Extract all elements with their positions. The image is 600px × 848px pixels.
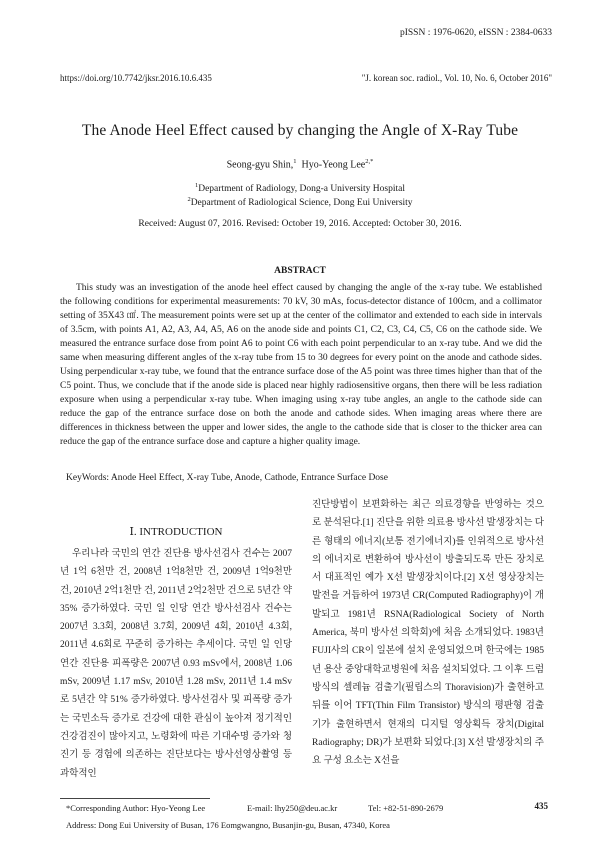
author-name: Seong-gyu Shin, <box>226 159 294 171</box>
issn-line: pISSN : 1976-0620, eISSN : 2384-0633 <box>399 28 552 38</box>
abstract-heading: ABSTRACT <box>274 266 326 276</box>
footnote-divider <box>60 798 210 799</box>
affiliation <box>0 182 600 194</box>
affiliation-mark: 1 <box>194 182 199 189</box>
received-dates: Received: August 07, 2016. Revised: October 19, 2016. Accepted: October 30, 2016. <box>138 219 462 229</box>
author-name: Hyo-Yeong Lee <box>301 159 366 171</box>
author-line <box>0 158 600 170</box>
footnote-contact <box>66 803 486 815</box>
author-affil-mark: 2,* <box>365 158 374 165</box>
page-number: 435 <box>534 801 548 811</box>
affiliation-text: Department of Radiological Science, Dong Eui University <box>190 198 413 209</box>
affiliation-mark: 2 <box>187 196 191 203</box>
affiliation-text: Department of Radiology, Dong-a University Hospital <box>198 184 405 195</box>
body-column-left: 우리나라 국민의 연간 진단용 방사선검사 건수는 2007년 1억 6천만 건, 2008년 1억8천만 건, 2009년 1억9천만 건, 2010년 2억1천만 건, 2011년 2억2천만 건으로 5년간 약 35% 증가하였다. 국민 일 인당 연간 방사선검사 건수는 2007년 3.3회, 2008년 3.7회, 2009년 4회, 2010년 4.3회, 2011년 4.6회로 꾸준히 증가하는 추세이다. 국민 일 인당 연간 진단용 피폭량은 2007년 0.93 mSv에서, 2008년 1.06 mSv, 2009년 1.17 mSv, 2010년 1.28 mSv, 2011년 1.4 mSv로 5년간 약 51% 증가하였다. 방사선검사 및 피폭량 증가는 국민소득 증가로 건강에 대한 관심이 높아져 정기적인 건강검진이 많아지고, 노령화에 따른 기대수명 증가와 청진기 등 경험에 의존하는 진단보다는 방사선영상촬영 등 과학적인 <box>60 549 292 779</box>
author-address: Address: Dong Eui University of Busan, 176 Eomgwangno, Busanjin-gu, Busan, 47340, Korea <box>66 820 390 830</box>
affiliation <box>0 196 600 208</box>
corresponding-author: *Corresponding Author: Hyo-Yeong Lee <box>66 803 206 813</box>
section-heading: Ⅰ. INTRODUCTION <box>129 526 223 538</box>
journal-citation: "J. korean soc. radiol., Vol. 10, No. 6, October 2016" <box>361 73 552 83</box>
author-affil-mark: 1 <box>293 158 297 165</box>
author-email[interactable]: E-mail: lhy250@deu.ac.kr <box>247 803 338 813</box>
doi-link[interactable]: https://doi.org/10.7742/jksr.2016.10.6.435 <box>60 73 212 83</box>
author-phone: Tel: +82-51-890-2679 <box>368 803 444 813</box>
abstract-body: This study was an investigation of the anode heel effect caused by changing the angle of the x-ray tube. We established the following conditions for experimental measurements: 70 kV, 30 mAs, focus-detector distance of 100cm, and a collimator setting of 35X43 ㎠. The measurement points were set up at the center of the collimator and extended to each side in intervals of 3.5cm, with points A1, A2, A3, A4, A5, A6 on the anode side and points C1, C2, C3, C4, C5, C6 on the cathode side. We measured the entrance surface dose from point A6 to point C6 with each point perpendicular to an x-ray tube. And we did the same when measuring different angles of the x-ray tube from 15 to 30 degrees for every point on the anode and cathode sides. Using perpendicular x-ray tube, we found that the entrance surface dose of the A5 point was three times higher than that of the C5 point. Thus, we conclude that if the anode side is placed near highly radiosensitive organs, then there will be less radiation exposure when using a perpendicular x-ray tube. When imaging using x-ray tube angles, an angle to the cathode side can reduce the gap of the entrance surface dose on both the anode and cathode sides. When imaging areas where there are differences in thickness between the upper and lower sides, the angle to the cathode side that is closer to the thicker area can reduce the gap of the entrance surface dose and capture a higher quality image. <box>60 283 542 447</box>
body-column-right: 진단방법이 보편화하는 최근 의료경향을 반영하는 것으로 분석된다.[1] 진단을 위한 의료용 방사선 발생장치는 다른 형태의 에너지(보통 전기에너지)를 인위적으로 방사선의 에너지로 변환하여 방사선이 방출되도록 만든 장치로서 대표적인 예가 X선 발생장치이다.[2] X선 영상장치는 발전을 거듭하여 1973년 CR(Computed Radiography)이 개발되고 1981년 RSNA(Radiological Society of North America, 북미 방사선 의학회)에 처음 소개되었다. 1983년 FUJI사의 CR이 일본에 설치 운영되었으며 한국에는 1985년 용산 중앙대학교병원에 처음 설치되었다. 그 이후 드럼 방식의 셀레늄 검출기(필립스의 Thoravision)가 출현하고 뒤를 이어 TFT(Thin Film Transistor) 방식의 평판형 검출기가 출현하면서 현재의 디지털 영상획득 장치(Digital Radiography; DR)가 보편화 되었다.[3] X선 발생장치의 주요 구성 요소는 X선을 <box>312 500 544 767</box>
keywords: KeyWords: Anode Heel Effect, X-ray Tube, Anode, Cathode, Entrance Surface Dose <box>66 473 388 483</box>
paper-title: The Anode Heel Effect caused by changing the Angle of X-Ray Tube <box>81 122 519 139</box>
